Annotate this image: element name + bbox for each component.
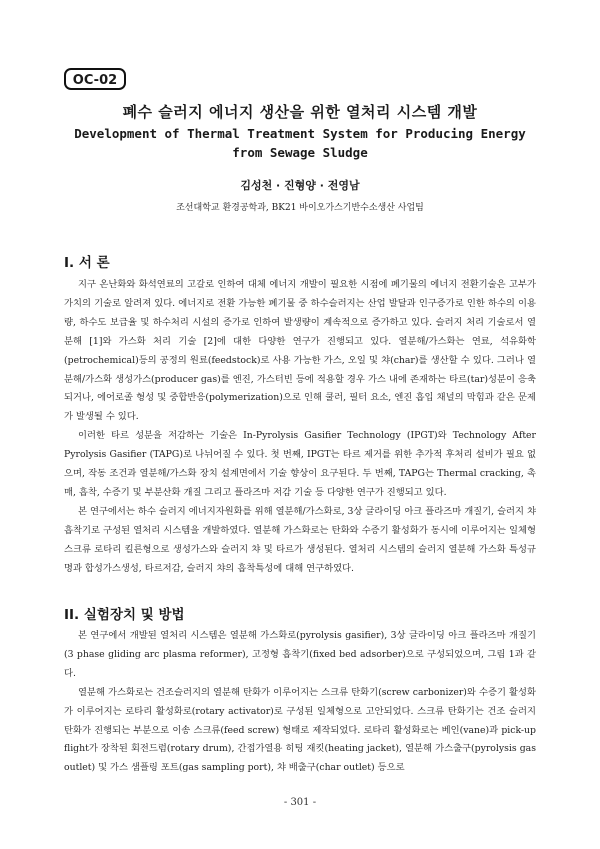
paragraph: 지구 온난화와 화석연료의 고갈로 인하여 대체 에너지 개발이 필요한 시점에 폐기물의 에너지 전환기술은 고부가가치의 기술로 알려져 있다. 에너지로 전환 가능한 폐기물 중 하수슬러지는 산업 발달과 인구증가로 인한 하수의 이용량, 하수도 보급율 및 하수처리 시설의 증가로 인하여 발생량이 계속적으로 증가하고 있다. 슬러지 처리 기술로서 열분해 [1]와 가스화 처리 기술 [2]에 대한 다양한 연구가 진행되고 있다. 열분해/가스화는 연료, 석유화학(petrochemical)등의 공정의 원료(feedstock)로 사용 가능한 가스, 오일 및 챠(char)를 생산할 수 있다. 그러나 열분해/가스화 생성가스(producer gas)를 엔진, 가스터빈 등에 적용할 경우 가스 내에 존재하는 타르(tar)성분이 응축되거나, 에어로졸 형성 및 중합반응(polymerization)으로 인해 쿨러, 필터 요소, 엔진 흡입 채널의 막힘과 같은 문제가 발생될 수 있다. [64,279,536,423]
session-code-badge: OC-02 [64,68,126,90]
paragraph: 이러한 타르 성분을 저감하는 기술은 In-Pyrolysis Gasifier Technology (IPGT)와 Technology After Pyrolysis Gasifier (TAPG)로 나뉘어질 수 있다. 첫 번째, IPGT는 타르 제거를 위한 추가적 후처리 설비가 필요 없으며, 작동 조건과 열분해/가스화 장치 설계면에서 기술 향상이 요구된다. 두 번째, TAPG는 Thermal cracking, 촉매, 흡착, 수증기 및 부분산화 개질 그리고 플라즈마 저감 기술 등 다양한 연구가 진행되고 있다. [64,430,536,498]
section-heading-introduction: I. 서 론 [64,255,110,271]
paragraph: 열분해 가스화로는 건조슬러지의 열분해 탄화가 이루어지는 스크류 탄화기(screw carbonizer)와 수증기 활성화가 이루어지는 로타리 활성화로(rotary activator)로 구성된 일체형으로 고안되었다. 스크류 탄화기는 건조 슬러지 탄화가 진행되는 부분으로 이송 스크류(feed screw) 형태로 제작되었다. 로타리 활성화로는 베인(vane)과 pick-up flight가 장착된 회전드럼(rotary drum), 간접가열용 히팅 재킷(heating jacket), 열분해 가스출구(pyrolysis gas outlet) 및 가스 샘플링 포트(gas sampling port), 챠 배출구(char outlet) 등으로 [64,686,536,774]
english-title [60,124,540,162]
paragraph: 본 연구에서는 하수 슬러지 에너지자원화를 위해 열분해/가스화로, 3상 글라이딩 아크 플라즈마 개질기, 슬러지 챠 흡착기로 구성된 열처리 시스템을 개발하였다. 열분해 가스화로는 탄화와 수증기 활성화가 동시에 이루어지는 일체형 스크류 로타리 킬른형으로 생성가스와 슬러지 챠 및 타르가 생성된다. 열처리 시스템의 슬러지 열분해 가스화 특성규명과 합성가스생성, 타르저감, 슬러지 챠의 흡착특성에 대해 연구하였다. [64,505,536,574]
methods-body [64,627,536,778]
paragraph: 본 연구에서 개발된 열처리 시스템은 열분해 가스화로(pyrolysis gasifier), 3상 글라이딩 아크 플라즈마 개질기(3 phase gliding arc plasma reformer), 고정형 흡착기(fixed bed adsorber)으로 구성되었으며, 그림 1과 같다. [64,630,536,679]
affiliation: 조선대학교 환경공학과, BK21 바이오가스기반수소생산 사업팀 [176,203,424,213]
korean-title: 폐수 슬러지 에너지 생산을 위한 열처리 시스템 개발 [122,103,478,121]
english-title-line-1: Development of Thermal Treatment System for Producing Energy [74,126,526,141]
author-list: 김성천 · 진형양 · 전영남 [240,179,360,192]
page-number: - 301 - [283,797,317,808]
english-title-line-2: from Sewage Sludge [232,145,368,160]
introduction-body [64,276,536,579]
section-heading-methods: II. 실험장치 및 방법 [64,607,185,623]
